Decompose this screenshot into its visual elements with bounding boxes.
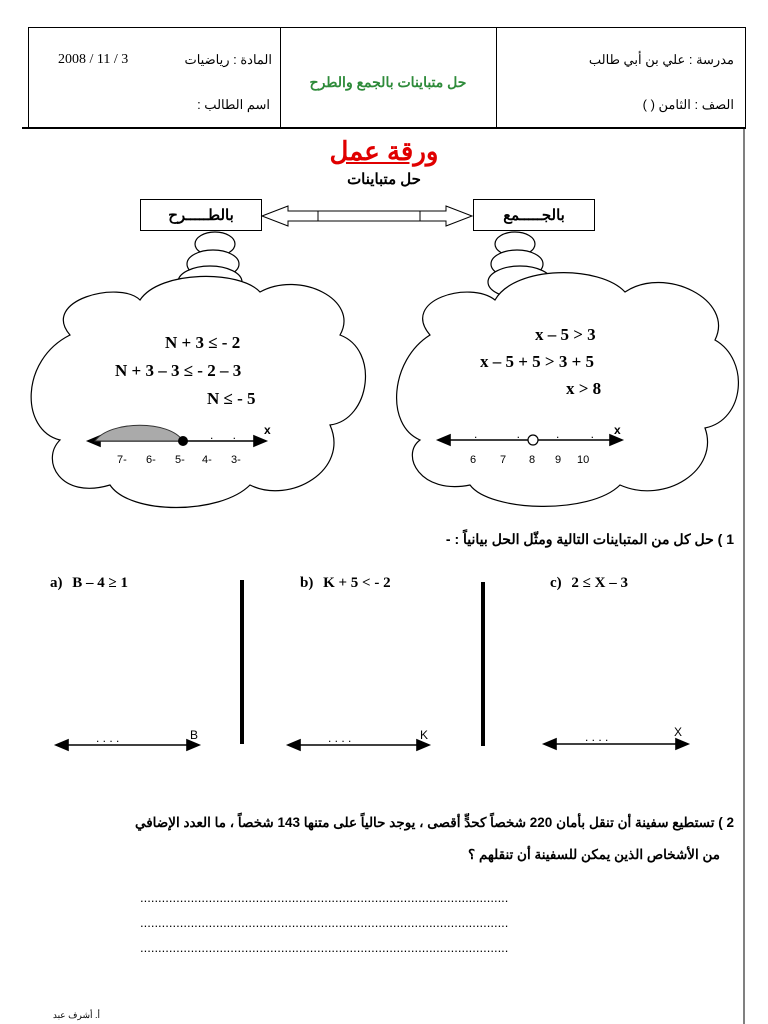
part-a-axis-var: B xyxy=(190,728,199,742)
part-b xyxy=(300,575,391,592)
right-step-2: x – 5 + 5 > 3 + 5 xyxy=(480,352,595,371)
part-a-label: a) xyxy=(50,575,63,591)
left-axis-var: x xyxy=(264,423,271,437)
right-axis-dots-right: . . xyxy=(556,427,609,441)
question2-line2: من الأشخاص الذين يمكن للسفينة أن تنقلهم ؟ xyxy=(468,847,720,862)
student-name-label: اسم الطالب : xyxy=(197,97,270,112)
q1-number-line-b xyxy=(288,740,429,750)
worksheet-subtitle: حل متباينات xyxy=(347,171,421,188)
right-axis-var: x xyxy=(614,423,621,437)
school-name: مدرسة : علي بن أبي طالب xyxy=(588,52,734,67)
answer-line[interactable]: ...................................................................................................... xyxy=(140,915,509,930)
right-step-3: x > 8 xyxy=(566,379,602,398)
left-tick-label: 3- xyxy=(231,454,241,466)
part-b-label: b) xyxy=(300,575,314,591)
question2-line1: 2 ) تستطيع سفينة أن تنقل بأمان 220 شخصاً كحدٍّ أقصى ، يوجد حالياً على متنها 143 شخصاً ، ما العدد الإضافي xyxy=(134,815,734,830)
subtraction-label: بالطـــــرح xyxy=(168,207,234,224)
part-b-axis-var: K xyxy=(420,728,429,742)
right-tick-label: 8 xyxy=(529,454,536,466)
q1-separator-2 xyxy=(481,582,485,746)
q1-separator-1 xyxy=(240,580,244,744)
left-closed-dot xyxy=(178,436,188,446)
part-c-expression: 2 ≤ X – 3 xyxy=(571,575,628,591)
right-tick-label: 6 xyxy=(470,454,477,466)
part-a xyxy=(50,575,128,592)
right-step-1: x – 5 > 3 xyxy=(535,325,596,344)
double-arrow-icon xyxy=(262,206,472,226)
part-a-expression: B – 4 ≥ 1 xyxy=(72,575,128,591)
left-step-2: N + 3 – 3 ≤ - 2 – 3 xyxy=(115,361,242,380)
part-c xyxy=(550,575,628,592)
addition-label: بالجـــــمع xyxy=(503,207,565,224)
question1-prompt: 1 ) حل كل من المتباينات التالية ومثّل الحل بيانياً : - xyxy=(445,531,734,547)
q1-number-line-c xyxy=(544,739,688,749)
left-step-1: N + 3 ≤ - 2 xyxy=(165,333,241,352)
part-c-axis-dots: . . . . xyxy=(585,730,609,744)
worksheet-title: ورقة عمل xyxy=(329,136,439,166)
answer-line[interactable]: ...................................................................................................... xyxy=(140,890,509,905)
answer-line[interactable]: ...................................................................................................... xyxy=(140,940,509,955)
right-axis-dots-left: . . xyxy=(474,427,539,441)
left-tick-label: 4- xyxy=(202,454,212,466)
footer-author: أ. أشرف عبد xyxy=(52,1010,100,1020)
left-tick-label: 5- xyxy=(175,454,185,466)
header-subject: المادة : رياضيات xyxy=(184,52,272,67)
left-cloud-shape xyxy=(31,276,365,507)
part-b-expression: K + 5 < - 2 xyxy=(323,575,391,591)
lesson-title: حل متباينات بالجمع والطرح xyxy=(309,74,467,90)
part-b-axis-dots: . . . . xyxy=(328,731,352,745)
left-tick-label: 7- xyxy=(117,454,127,466)
part-c-axis-var: X xyxy=(674,725,683,739)
grade-label: الصف : الثامن ( ) xyxy=(642,97,734,112)
header-date: 2008 / 11 / 3 xyxy=(58,52,129,67)
right-tick-label: 9 xyxy=(555,454,562,466)
part-a-axis-dots: . . . . xyxy=(96,731,120,745)
q1-number-line-a xyxy=(56,740,199,750)
left-step-3: N ≤ - 5 xyxy=(207,389,256,408)
left-axis-dots: . . xyxy=(210,428,245,442)
right-tick-label: 10 xyxy=(577,454,590,466)
right-tick-label: 7 xyxy=(500,454,507,466)
left-tick-label: 6- xyxy=(146,454,156,466)
part-c-label: c) xyxy=(550,575,562,591)
